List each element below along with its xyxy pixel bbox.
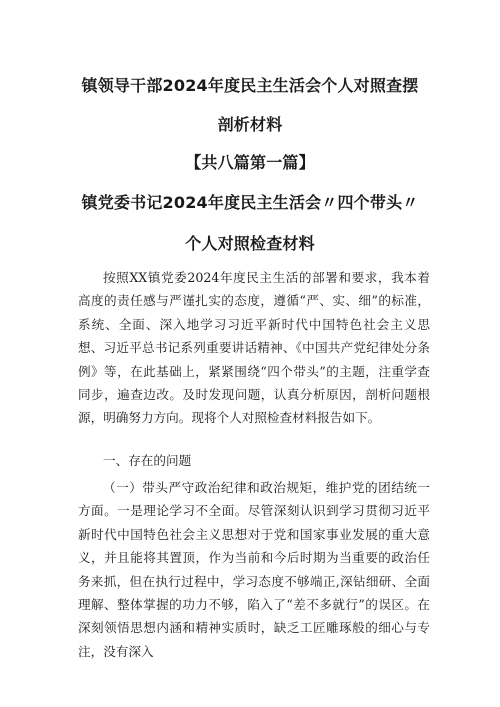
intro-paragraph: 按照XX镇党委2024年度民主生活的部署和要求，我本着高度的责任感与严谨扎实的态度，遵循“严、实、细”的标准，系统、全面、深入地学习习近平新时代中国特色社会主义思想、习近平总书记系列重要讲话精神、《中国共产党纪律处分条例》等，在此基础上，紧紧围绕“四个带头”的主题，注重学查同步，遍查边改。及时发现问题，认真分析原因，剖析问题根源，明确努力方向。现将个人对照检查材料报告如下。 — [78, 270, 430, 426]
series-label: 【共八篇第一篇】 — [185, 153, 315, 172]
subtitle-line-1: 镇党委书记2024年度民主生活会〃四个带头〃 — [81, 193, 419, 212]
section-heading: 一、存在的问题 — [103, 453, 192, 468]
document-title-line-2: 剖析材料 — [217, 115, 283, 134]
document-title-line-1: 镇领导干部2024年度民主生活会个人对照查摆 — [81, 76, 419, 95]
subtitle-line-2: 个人对照检查材料 — [185, 234, 315, 253]
section-paragraph: （一）带头严守政治纪律和政治规矩，维护党的团结统一方面。一是理论学习不全面。尽管深刻认识到学习贯彻习近平新时代中国特色社会主义思想对于党和国家事业发展的重大意义，并且能将其置顶，作为当前和今后时期为当重要的政治任务来抓，但在执行过程中，学习态度不够端正,深钻细研、全面理解、整体掌握的功力不够，陷入了“差不多就行”的误区。在深刻领悟思想内涵和精神实质时，缺乏工匠雕琢般的细心与专注，没有深入 — [78, 480, 430, 659]
